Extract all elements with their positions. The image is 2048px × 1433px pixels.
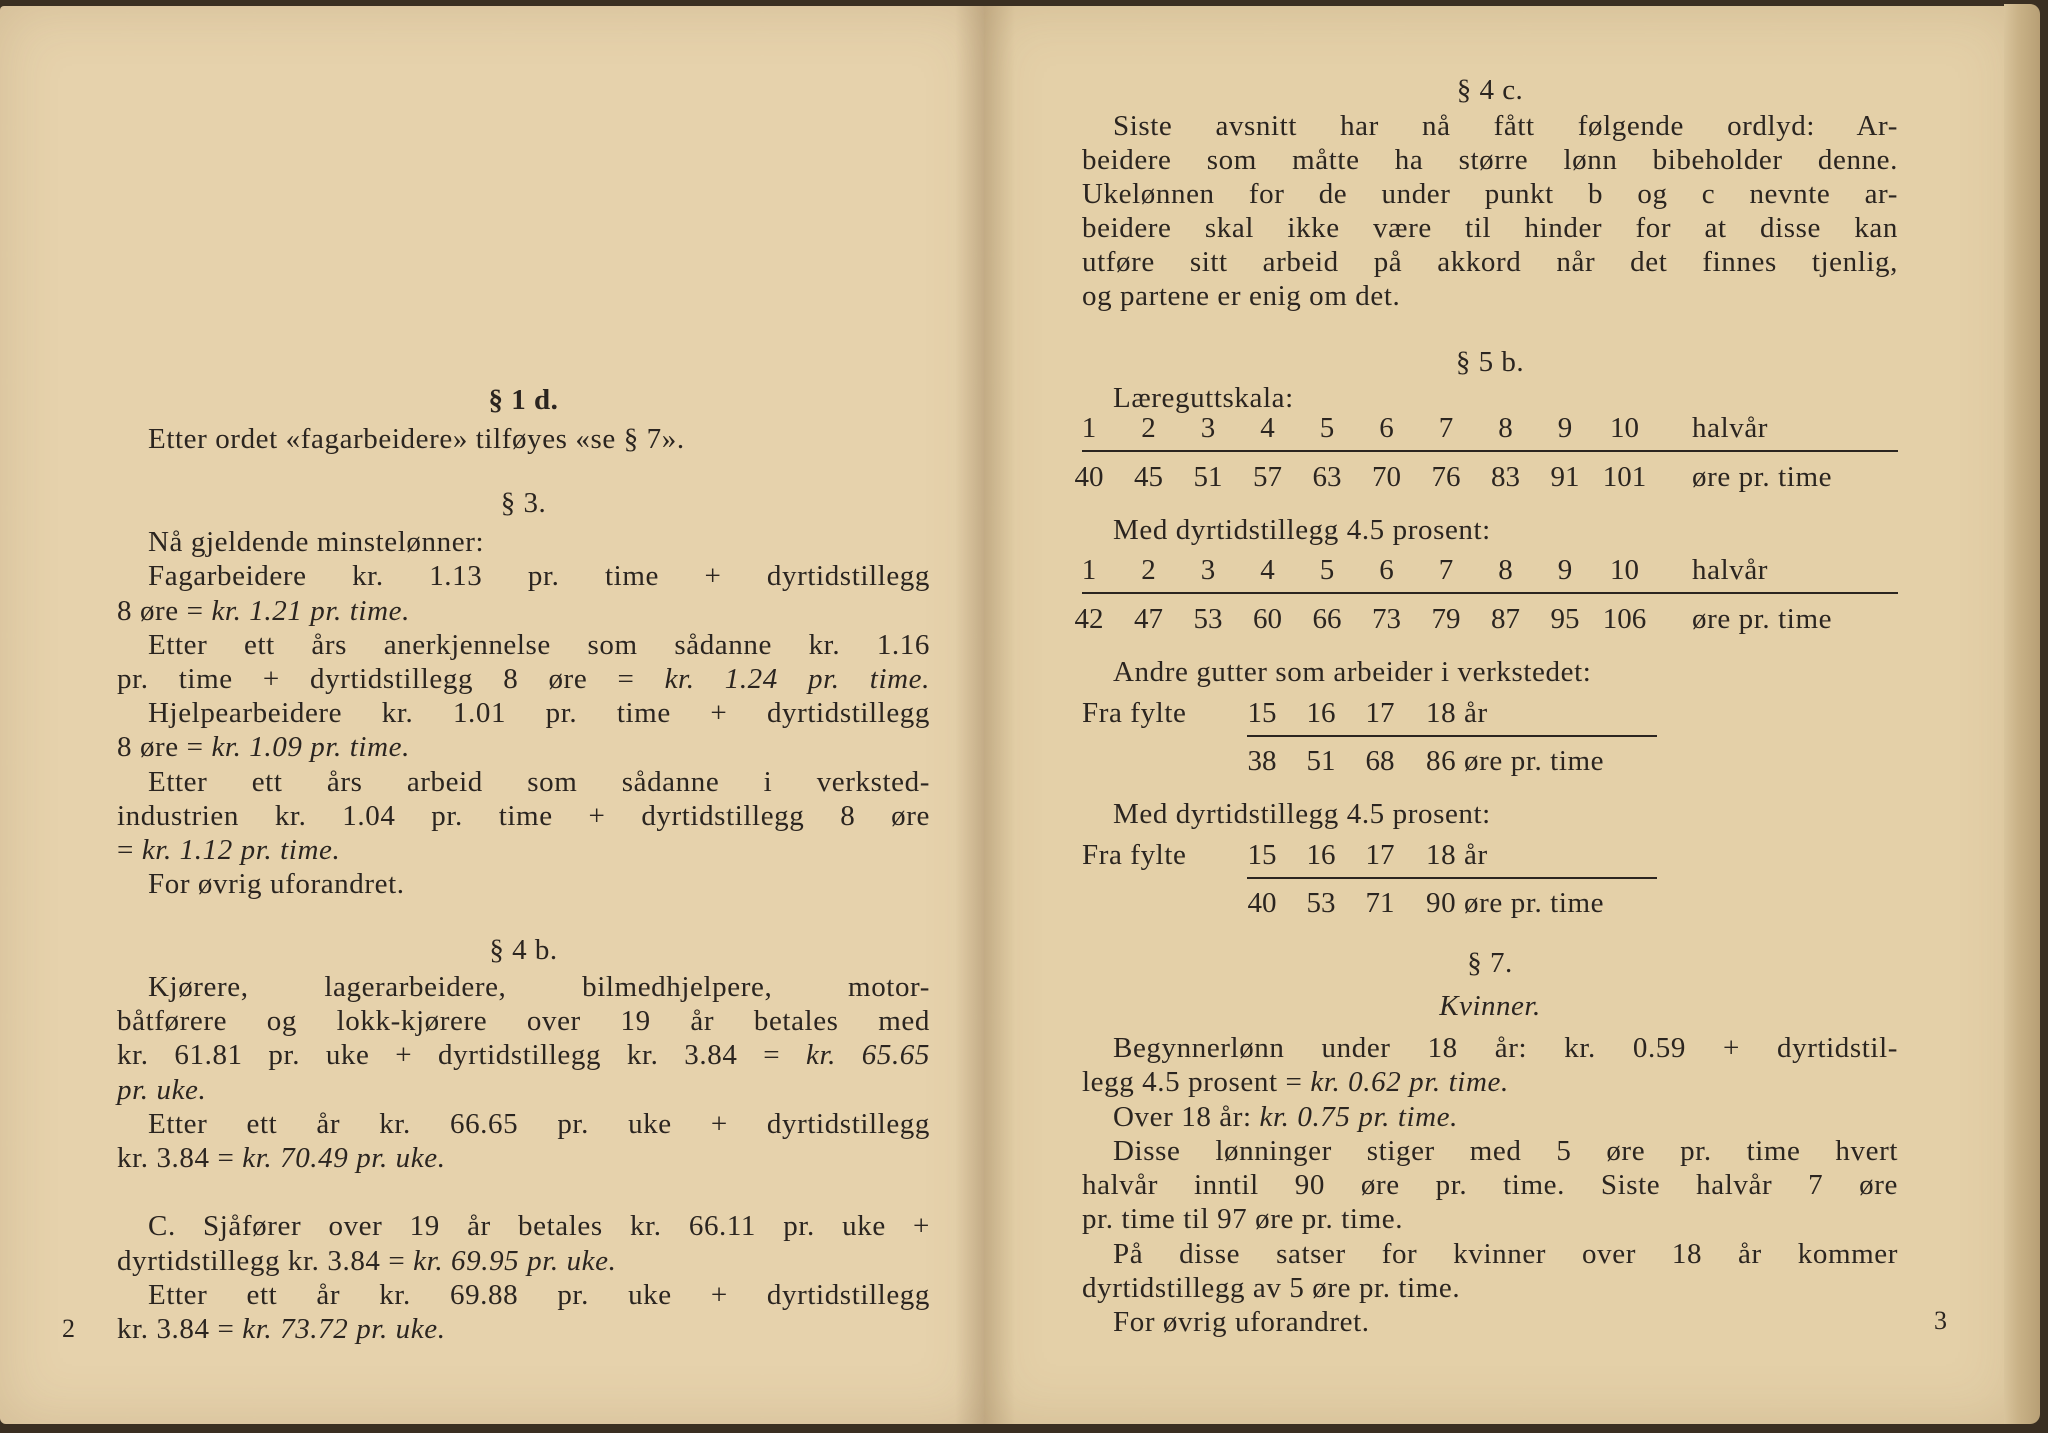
table-cell: 3 xyxy=(1200,554,1216,586)
table-cell: 7 xyxy=(1438,554,1454,586)
text-line xyxy=(117,1311,930,1347)
section-heading-5b: § 5 b. xyxy=(1455,346,1525,378)
table-cell: 45 xyxy=(1134,461,1163,493)
table-cell: 95 xyxy=(1550,603,1580,635)
table-cell: 18 år xyxy=(1426,839,1488,871)
table-cell: 42 xyxy=(1074,603,1104,635)
table-cell: 40 xyxy=(1074,461,1104,493)
emphasis-text: kr. 1.09 pr. time. xyxy=(211,731,410,763)
text-run: = xyxy=(117,834,142,866)
table-cell: 51 xyxy=(1193,461,1223,493)
text-line: C. Sjåfører over 19 år betales kr. 66.11 pr. uke + xyxy=(148,1210,930,1242)
text-line xyxy=(117,661,930,697)
text-line: Ukelønnen for de under punkt b og c nevnte ar- xyxy=(1082,178,1898,210)
table-cell: 87 xyxy=(1491,603,1520,635)
table-rule xyxy=(1082,450,1898,452)
emphasis-text: kr. 0.75 pr. time. xyxy=(1259,1101,1459,1133)
table-cell: 70 xyxy=(1372,461,1401,493)
page-number-right: 3 xyxy=(1934,1306,1947,1335)
emphasis-text: kr. 73.72 pr. uke. xyxy=(242,1313,446,1345)
table-cell: 53 xyxy=(1193,603,1223,635)
table-cell: 3 xyxy=(1200,412,1216,444)
text-line: utføre sitt arbeid på akkord når det finnes tjenlig, xyxy=(1082,246,1898,278)
table-cell: 9 xyxy=(1557,554,1573,586)
text-line: Etter ett års arbeid som sådanne i verksted- xyxy=(148,766,930,798)
table-cell: 2 xyxy=(1141,412,1156,444)
table-cell: 90 øre pr. time xyxy=(1426,887,1605,919)
table-cell: 17 xyxy=(1365,839,1395,871)
table-unit: halvår xyxy=(1692,554,1769,586)
text-run: pr. time + dyrtidstillegg 8 øre = xyxy=(117,663,665,695)
scale-label: Læreguttskala: xyxy=(1113,382,1294,414)
emphasis-text: kr. 0.62 pr. time. xyxy=(1310,1066,1509,1098)
text-line: dyrtidstillegg av 5 øre pr. time. xyxy=(1082,1272,1461,1304)
table-cell: 15 xyxy=(1247,839,1277,871)
table-cell: 47 xyxy=(1134,603,1163,635)
text-line xyxy=(1082,1099,1898,1135)
text-run: dyrtidstillegg kr. 3.84 = xyxy=(117,1245,414,1277)
text-line: Begynnerlønn under 18 år: kr. 0.59 + dyrtidstil- xyxy=(1113,1032,1898,1064)
table-cell: 1 xyxy=(1081,554,1097,586)
text-line: Med dyrtidstillegg 4.5 prosent: xyxy=(1113,798,1491,830)
section-heading-4c: § 4 c. xyxy=(1456,74,1524,106)
text-line: industrien kr. 1.04 pr. time + dyrtidstillegg 8 øre xyxy=(117,800,930,832)
emphasis-text: kr. 1.24 pr. time. xyxy=(664,663,930,695)
text-line xyxy=(117,1037,930,1073)
table-rule xyxy=(1247,877,1657,879)
table-cell: 8 xyxy=(1498,412,1513,444)
emphasis-text: kr. 70.49 pr. uke. xyxy=(242,1142,446,1174)
text-line xyxy=(117,1140,930,1176)
table-cell: 6 xyxy=(1379,412,1394,444)
text-line: Etter ett års anerkjennelse som sådanne kr. 1.16 xyxy=(148,629,930,661)
emphasis-text: pr. uke. xyxy=(117,1074,207,1106)
emphasis-text: kr. 65.65 xyxy=(805,1039,931,1071)
text-run: kr. 3.84 = xyxy=(117,1142,243,1174)
text-line: Fagarbeidere kr. 1.13 pr. time + dyrtidstillegg xyxy=(148,560,930,592)
table-cell: 68 xyxy=(1365,745,1395,777)
text-line: pr. time til 97 øre pr. time. xyxy=(1082,1203,1404,1235)
book-gutter xyxy=(955,6,1015,1424)
page-stack-edge xyxy=(2004,4,2040,1424)
section-subheading-women: Kvinner. xyxy=(1439,990,1541,1022)
table-cell: 66 xyxy=(1312,603,1342,635)
text-run: legg 4.5 prosent = xyxy=(1082,1066,1311,1098)
table-cell: 4 xyxy=(1260,412,1275,444)
table-cell: 106 xyxy=(1602,603,1647,635)
text-run: Over 18 år: xyxy=(1113,1101,1260,1133)
table-cell: 16 xyxy=(1306,697,1336,729)
text-line: Etter ordet «fagarbeidere» tilføyes «se § 7». xyxy=(148,423,685,455)
table-cell: 60 xyxy=(1253,603,1282,635)
text-run: 8 øre = xyxy=(117,731,212,763)
table-cell: 79 xyxy=(1431,603,1461,635)
table-cell: 4 xyxy=(1260,554,1275,586)
table-unit: halvår xyxy=(1692,412,1769,444)
text-line: Nå gjeldende minstelønner: xyxy=(148,526,485,558)
text-run: kr. 61.81 pr. uke + dyrtidstillegg kr. 3.84 = xyxy=(117,1039,806,1071)
text-line: Kjørere, lagerarbeidere, bilmedhjelpere, motor- xyxy=(148,971,930,1003)
text-line: Etter ett år kr. 66.65 pr. uke + dyrtidstillegg xyxy=(148,1108,930,1140)
page-number-left: 2 xyxy=(62,1314,75,1343)
table-cell: 71 xyxy=(1365,887,1395,919)
table-cell: 83 xyxy=(1491,461,1520,493)
section-heading-1d: § 1 d. xyxy=(488,384,559,416)
table-cell: 6 xyxy=(1379,554,1394,586)
table-cell: 40 xyxy=(1247,887,1277,919)
emphasis-text: kr. 69.95 pr. uke. xyxy=(413,1245,617,1277)
table-cell: 51 xyxy=(1306,745,1336,777)
table-unit: øre pr. time xyxy=(1692,461,1833,493)
text-line xyxy=(117,729,930,765)
text-line: For øvrig uforandret. xyxy=(1113,1306,1370,1338)
table-cell: 57 xyxy=(1253,461,1282,493)
text-line: Hjelpearbeidere kr. 1.01 pr. time + dyrtidstillegg xyxy=(148,697,930,729)
table-cell: 10 xyxy=(1610,412,1639,444)
table-rule xyxy=(1082,592,1898,594)
section-heading-7: § 7. xyxy=(1467,947,1513,979)
table-row-label: Fra fylte xyxy=(1082,839,1187,871)
text-line xyxy=(1082,1064,1898,1100)
table-cell: 38 xyxy=(1247,745,1277,777)
table-rule xyxy=(1247,735,1657,737)
table-cell: 73 xyxy=(1372,603,1401,635)
text-run: 8 øre = xyxy=(117,595,212,627)
text-line: Med dyrtidstillegg 4.5 prosent: xyxy=(1113,514,1491,546)
emphasis-text: kr. 1.12 pr. time. xyxy=(141,834,341,866)
text-line: og partene er enig om det. xyxy=(1082,280,1401,312)
text-line: Andre gutter som arbeider i verkstedet: xyxy=(1113,656,1592,688)
emphasis-text: kr. 1.21 pr. time. xyxy=(211,595,410,627)
text-line: Disse lønninger stiger med 5 øre pr. time hvert xyxy=(1113,1135,1898,1167)
table-row-label: Fra fylte xyxy=(1082,697,1187,729)
table-cell: 16 xyxy=(1306,839,1336,871)
text-line: beidere som måtte ha større lønn bibeholder denne. xyxy=(1082,144,1898,176)
table-cell: 76 xyxy=(1431,461,1461,493)
text-line: beidere skal ikke være til hinder for at disse kan xyxy=(1082,212,1898,244)
section-heading-4b: § 4 b. xyxy=(489,934,558,966)
text-line: Etter ett år kr. 69.88 pr. uke + dyrtidstillegg xyxy=(148,1279,930,1311)
text-line: båtførere og lokk-kjørere over 19 år betales med xyxy=(117,1005,930,1037)
table-unit: øre pr. time xyxy=(1692,603,1833,635)
table-cell: 63 xyxy=(1312,461,1342,493)
table-cell: 2 xyxy=(1141,554,1156,586)
table-cell: 7 xyxy=(1438,412,1454,444)
text-line: På disse satser for kvinner over 18 år kommer xyxy=(1113,1238,1898,1270)
table-cell: 8 xyxy=(1498,554,1513,586)
table-cell: 1 xyxy=(1081,412,1097,444)
table-cell: 91 xyxy=(1550,461,1580,493)
text-run: kr. 3.84 = xyxy=(117,1313,243,1345)
table-cell: 101 xyxy=(1602,461,1647,493)
text-line: halvår inntil 90 øre pr. time. Siste halvår 7 øre xyxy=(1082,1169,1898,1201)
table-cell: 9 xyxy=(1557,412,1573,444)
section-heading-3: § 3. xyxy=(500,487,547,519)
table-cell: 5 xyxy=(1319,554,1335,586)
text-line: For øvrig uforandret. xyxy=(148,868,405,900)
table-cell: 18 år xyxy=(1426,697,1488,729)
text-line xyxy=(117,1243,930,1279)
table-cell: 15 xyxy=(1247,697,1277,729)
table-cell: 86 øre pr. time xyxy=(1426,745,1605,777)
table-cell: 10 xyxy=(1610,554,1639,586)
text-line: Siste avsnitt har nå fått følgende ordlyd: Ar- xyxy=(1113,110,1898,142)
table-cell: 53 xyxy=(1306,887,1336,919)
table-cell: 17 xyxy=(1365,697,1395,729)
text-line xyxy=(117,593,930,629)
text-line xyxy=(117,832,930,868)
table-cell: 5 xyxy=(1319,412,1335,444)
